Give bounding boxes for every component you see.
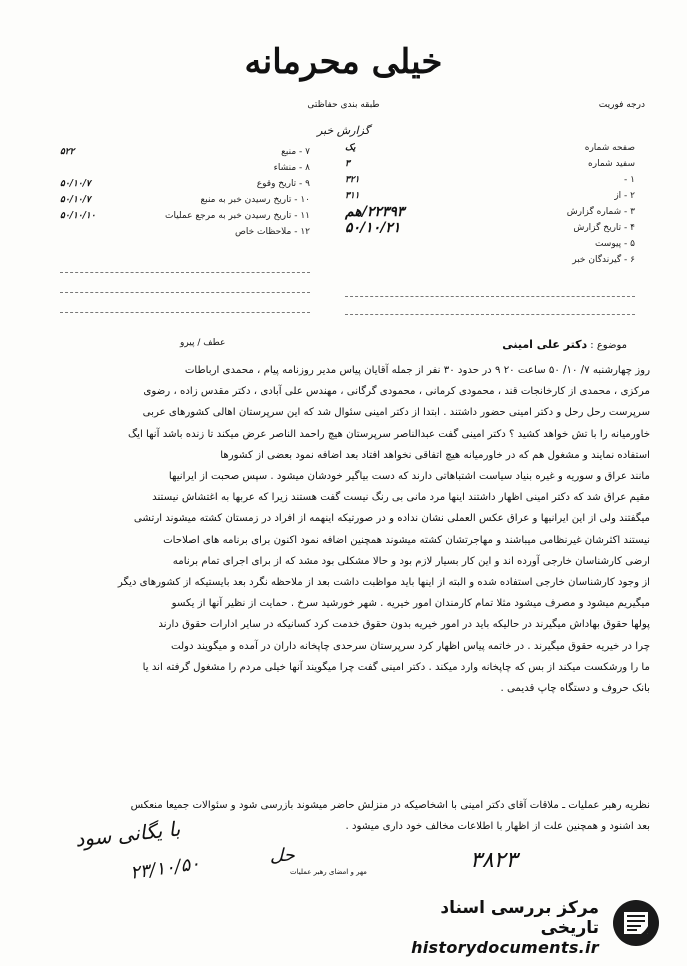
archive-emblem-icon bbox=[611, 898, 661, 948]
logo-url: historydocuments.ir bbox=[411, 938, 599, 957]
body-line: مرکزی ، محمدی از کارخانجات قند ، محمودی کرمانی ، محمودی گرگانی ، مهندس علی آبادی ، دکتر مقدس زاده ، رضوی bbox=[143, 386, 650, 398]
form-label: ۸ - منشاء bbox=[273, 163, 310, 173]
form-left-column bbox=[60, 144, 310, 240]
form-separator bbox=[60, 292, 310, 293]
form-value: یک bbox=[345, 143, 356, 153]
body-line: پولها حقوق بهاداش میگیرند در حالیکه باید در امور خیریه بدون حقوق خدمت کرد کسانیکه در سایر ادارات حقوق دارند bbox=[158, 619, 650, 631]
archive-logo bbox=[389, 892, 669, 957]
form-label: ۹ - تاریخ وقوع bbox=[256, 179, 310, 189]
form-value: ۵۰/۱۰/۷ bbox=[60, 179, 91, 189]
form-label: ۱۱ - تاریخ رسیدن خبر به مرجع عملیات bbox=[165, 211, 310, 221]
body-line: بانک حروف و دستگاه چاپ قدیمی . bbox=[500, 683, 650, 695]
form-row bbox=[345, 204, 635, 220]
form-separator bbox=[60, 312, 310, 313]
form-row bbox=[60, 208, 310, 224]
form-row bbox=[345, 220, 635, 236]
form-label: ۳ - شماره گزارش bbox=[566, 207, 635, 217]
form-row bbox=[345, 140, 635, 156]
subject-label: موضوع bbox=[596, 340, 627, 351]
signature: حل bbox=[270, 845, 295, 866]
form-label: صفحه شماره bbox=[584, 143, 635, 153]
form-value: ۲۲۳۹۳/هم bbox=[345, 204, 405, 220]
form-label: ۷ - منبع bbox=[281, 147, 310, 157]
form-label: ۶ - گیرندگان خبر bbox=[572, 255, 635, 265]
signature-caption: مهر و امضای رهبر عملیات bbox=[290, 868, 367, 876]
logo-text bbox=[389, 898, 599, 957]
reference-note: عطف / پیرو bbox=[180, 338, 226, 348]
form-label: ۱ - bbox=[624, 175, 635, 185]
form-row bbox=[60, 176, 310, 192]
urgency-label: درجه فوریت bbox=[598, 100, 645, 110]
form-row bbox=[345, 236, 635, 252]
form-row bbox=[345, 156, 635, 172]
form-separator bbox=[345, 296, 635, 297]
form-value: ۳۲۱ bbox=[345, 175, 360, 185]
body-line: خاورمیانه را با تش خواهد کشید ؟ دکتر امینی گفت عبدالناصر سرپرستان هیچ راحمد الناصر عرض میکند تا زنده باشد آنها ایگ bbox=[127, 428, 650, 440]
body-line: روز چهارشنبه ۷/ ۱۰/ ۵۰ ساعت ۲۰ ۹ در حدود ۳۰ نفر از جمله آقایان پیاس مدیر روزنامه پیام ، محمدی ارباطات bbox=[184, 365, 650, 376]
form-value: ۵۰/۱۰/۲۱ bbox=[345, 220, 401, 236]
form-label: ۲ - از bbox=[614, 191, 635, 201]
form-row bbox=[60, 160, 310, 176]
classification-heading: خیلی محرمانه bbox=[244, 42, 443, 82]
form-separator bbox=[345, 314, 635, 315]
form-value: ۳۱۱ bbox=[345, 191, 360, 201]
form-label: سفید شماره bbox=[588, 159, 635, 169]
form-row bbox=[345, 252, 635, 268]
body-line: از وجود کارشناسان خارجی استفاده شده و البته از اینها باید مواظبت داشت بعد از ملاحظه نگرد بعد بایستیکه از کشورهای دیگر bbox=[117, 577, 650, 589]
document-number: ۳۸۲۳ bbox=[470, 848, 518, 873]
form-row bbox=[345, 172, 635, 188]
form-value: ۵۰/۱۰/۱۰ bbox=[60, 211, 96, 221]
body-line: مقیم عراق شد که دکتر امینی اظهار داشتند اینها مرد مانی بی رنگ نیست گفت هستند زیرا که عربها به اغتشاش نیستند bbox=[152, 492, 650, 504]
subject-line: موضوع : دکتر علی امینی bbox=[502, 338, 627, 351]
form-value: ۳ bbox=[345, 159, 350, 169]
report-body bbox=[38, 360, 650, 699]
body-line: میگفتند ولی از این ایرانیها و عراق عکس العملی نشان نداده و در صورتیکه اینهمه از افراد در زمستان کشته میشوند ارتشی bbox=[133, 513, 650, 525]
body-line: میگیریم میشود و مصرف میشود مثلا تمام کارمندان امور خیریه . شهر خورشید سرخ . حمایت از نظیر آنها از یکسو bbox=[171, 598, 650, 610]
form-row bbox=[60, 224, 310, 240]
body-line: استفاده نمایند و مشغول هم که در خاورمیانه هیچ اتفاقی نخواهد افتاد بعد اضافه نمود بعضی از کشورها bbox=[220, 449, 650, 461]
form-label: ۵ - پیوست bbox=[594, 239, 635, 249]
body-line: مانند عراق و سوریه و غیره بنیاد سیاست اشتباهاتی دارند که دست بیاگیر خودشان میشود . سپس صحبت از ایرانیها bbox=[168, 471, 650, 483]
subject-name: دکتر علی امینی bbox=[502, 338, 588, 351]
body-line: چرا در خیریه حقوق میگیرند . در خاتمه پیاس اظهار کرد سرپرستان سرحدی چاپخانه داران در آمده و میگویند دولت bbox=[170, 640, 650, 652]
form-row bbox=[60, 144, 310, 160]
closing-line: نظریه رهبر عملیات ـ ملاقات آقای دکتر امینی با اشخاصیکه در منزلش حاضر میشوند بازرسی شود و سئوالات جمیعا منعکس bbox=[130, 800, 650, 811]
body-line: ما را ورشکست میکند از بس که چاپخانه وارد میکند . دکتر امینی گفت چرا میگویند آنها خیلی مردم را مشغول گرفته اند یا bbox=[142, 661, 650, 673]
form-separator bbox=[60, 272, 310, 273]
form-label: ۴ - تاریخ گزارش bbox=[573, 223, 635, 233]
classification-subtitle: طبقه بندی حفاظتی bbox=[307, 100, 380, 110]
form-value: ۵۲۲ bbox=[60, 147, 75, 157]
form-right-column bbox=[345, 140, 635, 268]
form-label: ۱۲ - ملاحظات خاص bbox=[234, 227, 310, 237]
body-line: نیستند اکثرشان غیرنظامی میباشند و مهاجرتشان کشته میشوند همچنین اضافه نمود اکنون برای برنامه های اصلاحات bbox=[163, 534, 650, 546]
body-line: سرپرست رحل رحل و دکتر امینی حضور داشتند . ابتدا از دکتر امینی سئوال شد که این سرپرستان اهالی کشورهای عربی bbox=[142, 407, 650, 419]
closing-line: بعد اشنود و همچنین علت از اظهار با اطلاعات مخالف خود داری میشود . bbox=[345, 821, 650, 832]
form-label: ۱۰ - تاریخ رسیدن خبر به منبع bbox=[200, 195, 310, 205]
form-row bbox=[60, 192, 310, 208]
form-value: ۵۰/۱۰/۷ bbox=[60, 195, 91, 205]
handwritten-date: ۲۳/۱۰/۵۰ bbox=[128, 853, 202, 884]
body-line: ارضی کارشناسان خارجی آورده اند و این کار بسیار لازم بود و حالا مشکلی بود مشد که از برای اجرای تمام برنامه bbox=[172, 555, 650, 567]
logo-name: مرکز بررسی اسناد تاریخی bbox=[440, 898, 599, 938]
report-title: گزارش خبر bbox=[317, 124, 370, 137]
form-row bbox=[345, 188, 635, 204]
handwritten-archive-note: با یگانی سود bbox=[74, 816, 182, 852]
